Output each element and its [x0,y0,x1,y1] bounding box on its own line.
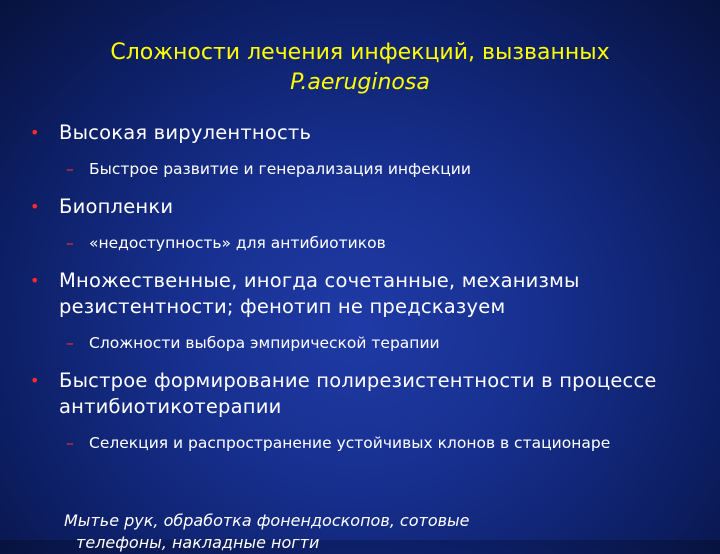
sub-item [30,432,700,454]
slide-title-line1: Сложности лечения инфекций, вызванных [110,40,610,65]
sub-item [30,158,700,180]
footer-note [64,510,684,554]
bullet-item [30,268,700,320]
slide-title [40,38,680,98]
dash-icon: – [66,434,74,452]
bullet-dot-icon: • [30,123,40,142]
bullet-text: Быстрое формирование полирезистентности в процессе антибиотикотерапии [59,369,657,418]
sub-item-text: «недоступность» для антибиотиков [89,234,386,252]
footer-line2: телефоны, накладные ногти [76,533,320,552]
slide-title-species: P.aeruginosa [290,70,430,95]
bullet-text: Множественные, иногда сочетанные, механизмы резистентности; фенотип не предсказуем [59,269,580,318]
bullet-item [30,368,700,420]
sub-item [30,332,700,354]
footer-line1: Мытье рук, обработка фонендоскопов, сотовые [64,511,470,530]
bullet-text: Биопленки [59,195,174,218]
bullet-item [30,194,700,220]
bullet-dot-icon: • [30,371,40,390]
sub-item [30,232,700,254]
sub-item-text: Сложности выбора эмпирической терапии [89,334,440,352]
dash-icon: – [66,334,74,352]
bullet-dot-icon: • [30,271,40,290]
dash-icon: – [66,160,74,178]
sub-item-text: Селекция и распространение устойчивых клонов в стационаре [89,434,611,452]
bullet-text: Высокая вирулентность [59,121,312,144]
bullet-item [30,120,700,146]
sub-item-text: Быстрое развитие и генерализация инфекции [89,160,471,178]
bullet-list [30,120,700,454]
dash-icon: – [66,234,74,252]
bullet-dot-icon: • [30,197,40,216]
